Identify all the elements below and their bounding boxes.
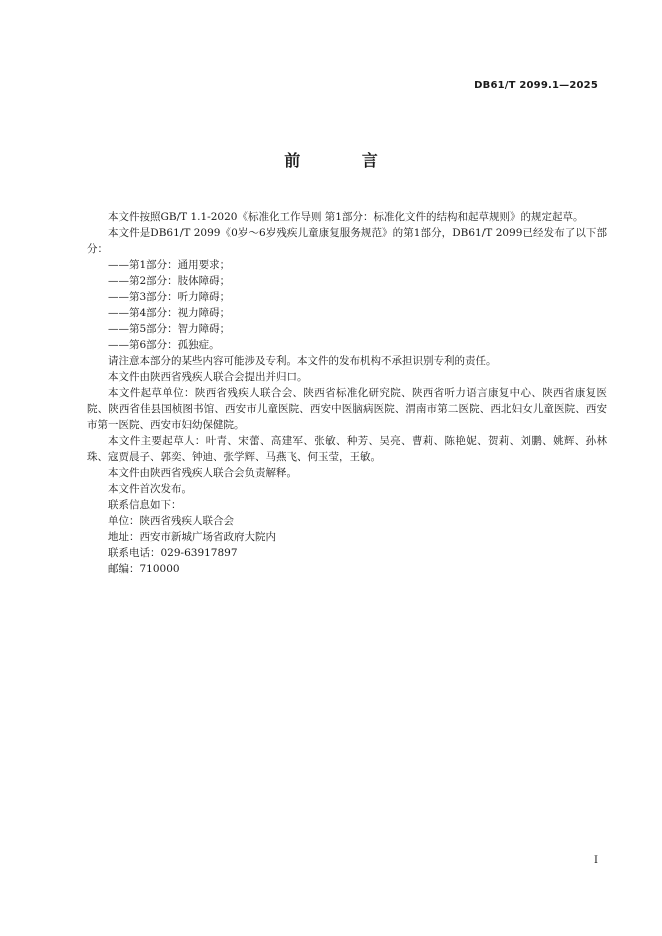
paragraph-first-release: 本文件首次发布。	[108, 483, 192, 495]
foreword-body	[87, 209, 607, 577]
page-title: 前 言	[284, 151, 406, 170]
list-item: ——第5部分：智力障碍；	[108, 323, 231, 335]
standard-code: DB61/T 2099.1—2025	[474, 80, 598, 91]
list-item: ——第3部分：听力障碍；	[108, 291, 231, 303]
contact-postcode: 邮编：710000	[108, 563, 180, 575]
paragraph-drafting-units: 本文件起草单位：陕西省残疾人联合会、陕西省标准化研究院、陕西省听力语言康复中心、陕西省康复医院、陕西省佳县国桢图书馆、西安市儿童医院、西安中医脑病医院、渭南市第二医院、西北妇女儿童医院、西安市第一医院、西安市妇幼保健院。	[87, 387, 607, 431]
contact-phone: 联系电话：029-63917897	[108, 547, 238, 559]
list-item: ——第4部分：视力障碍；	[108, 307, 231, 319]
header-divider	[70, 97, 600, 98]
paragraph-drafters: 本文件主要起草人：叶青、宋蕾、高建军、张敏、种芳、吴亮、曹莉、陈艳妮、贺莉、刘鹏、姚辉、孙林珠、寇贾晨子、郭奕、钟迪、张学辉、马燕飞、何玉莹，王敏。	[87, 435, 607, 463]
paragraph-patent-notice: 请注意本部分的某些内容可能涉及专利。本文件的发布机构不承担识别专利的责任。	[108, 355, 497, 367]
paragraph-drafting-basis: 本文件按照GB/T 1.1-2020《标准化工作导则 第1部分：标准化文件的结构和起草规则》的规定起草。	[108, 211, 584, 223]
contact-intro: 联系信息如下：	[108, 499, 182, 511]
list-item: ——第6部分：孤独症。	[108, 339, 220, 351]
contact-address: 地址：西安市新城广场省政府大院内	[108, 531, 276, 543]
page-number: I	[594, 855, 598, 866]
paragraph-proposer: 本文件由陕西省残疾人联合会提出并归口。	[108, 371, 308, 383]
paragraph-interpretation: 本文件由陕西省残疾人联合会负责解释。	[108, 467, 297, 479]
paragraph-series-intro: 本文件是DB61/T 2099《0岁～6岁残疾儿童康复服务规范》的第1部分，DB61/T 2099已经发布了以下部分：	[87, 227, 607, 255]
contact-unit: 单位：陕西省残疾人联合会	[108, 515, 234, 527]
list-item: ——第2部分：肢体障碍；	[108, 275, 231, 287]
list-item: ——第1部分：通用要求；	[108, 259, 231, 271]
